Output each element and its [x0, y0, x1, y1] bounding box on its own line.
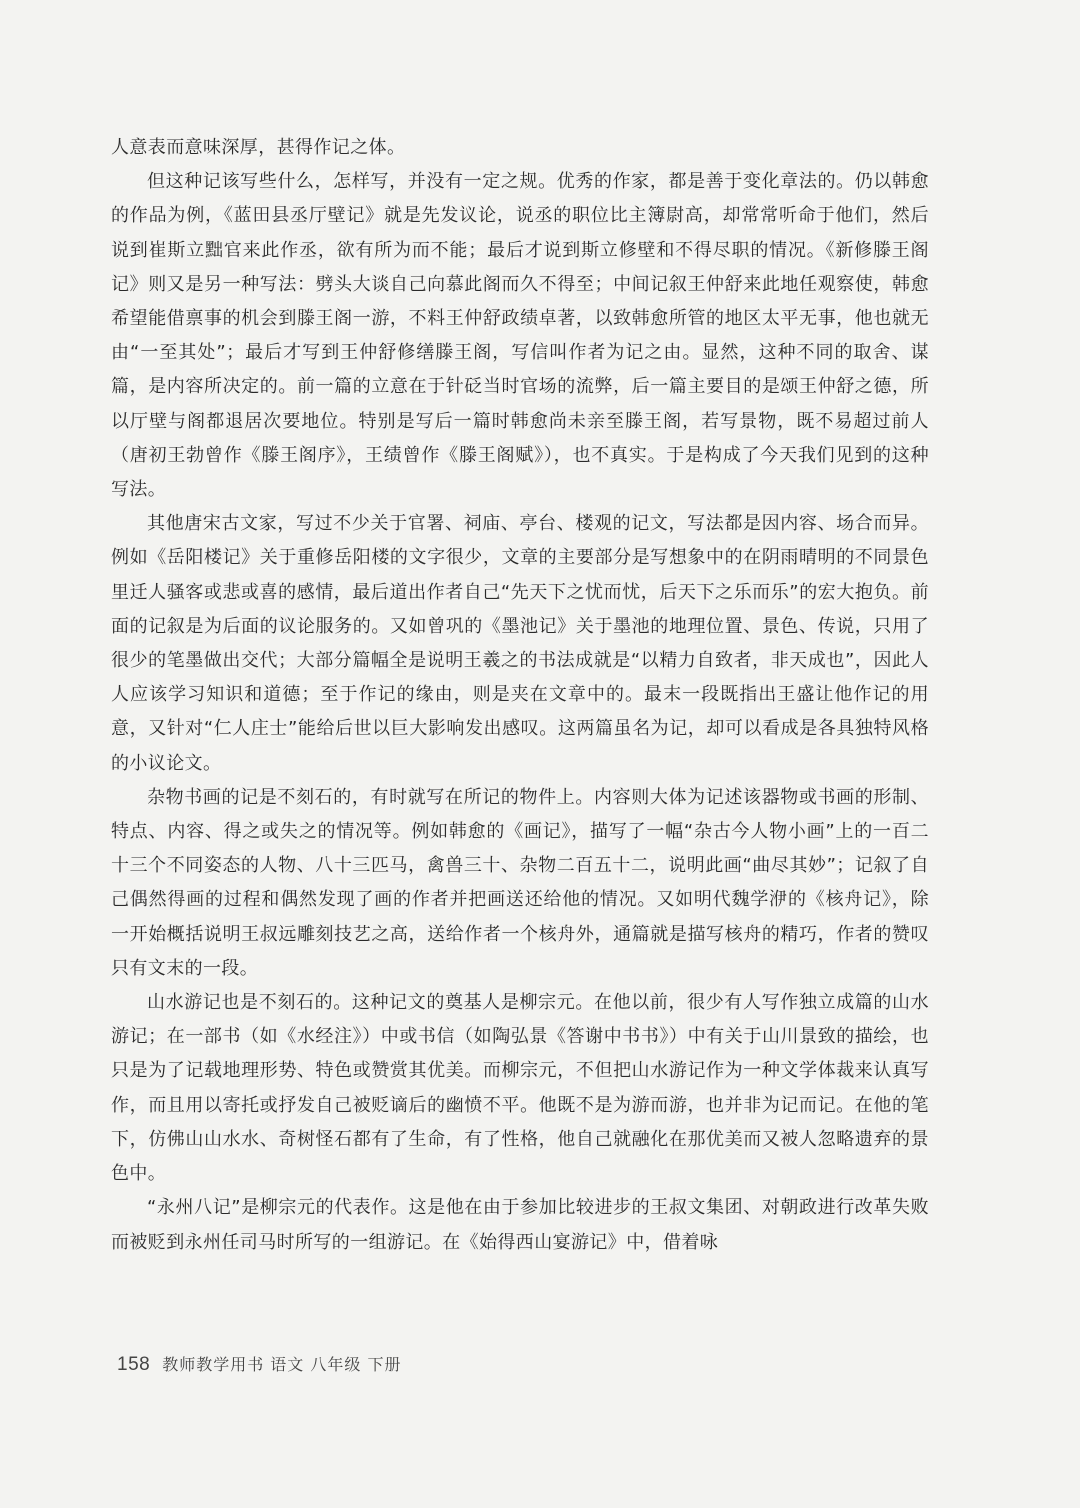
paragraph-1: 人意表而意味深厚，甚得作记之体。 — [111, 137, 406, 158]
paragraph-5: 山水游记也是不刻石的。这种记文的奠基人是柳宗元。在他以前，很少有人写作独立成篇的山水游记；在一部书（如《水经注》）中或书信（如陶弘景《答谢中书书》）中有关于山川景致的描绘，也只是为了记载地理形势、特色或赞赏其优美。而柳宗元，不但把山水游记作为一种文学体裁来认真写作，而且用以寄托或抒发自己被贬谪后的幽愤不平。他既不是为游而游，也并非为记而记。在他的笔下，仿佛山山水水、奇树怪石都有了生命，有了性格，他自己就融化在那优美而又被人忽略遗弃的景色中。 — [111, 992, 929, 1185]
paragraph-4: 杂物书画的记是不刻石的，有时就写在所记的物件上。内容则大体为记述该器物或书画的形制、特点、内容、得之或失之的情况等。例如韩愈的《画记》，描写了一幅“杂古今人物小画”上的一百二十三个不同姿态的人物、八十三匹马，禽兽三十、杂物二百五十二，说明此画“曲尽其妙”；记叙了自己偶然得画的过程和偶然发现了画的作者并把画送还给他的情况。又如明代魏学洢的《核舟记》，除一开始概括说明王叔远雕刻技艺之高，送给作者一个核舟外，通篇就是描写核舟的精巧，作者的赞叹只有文末的一段。 — [111, 786, 929, 979]
body-text — [111, 131, 929, 1260]
book-title: 教师教学用书 语文 八年级 下册 — [162, 1355, 402, 1374]
paragraph-3: 其他唐宋古文家，写过不少关于官署、祠庙、亭台、楼观的记文，写法都是因内容、场合而异。例如《岳阳楼记》关于重修岳阳楼的文字很少，文章的主要部分是写想象中的在阴雨晴明的不同景色里迁人骚客或悲或喜的感情，最后道出作者自己“先天下之忧而忧，后天下之乐而乐”的宏大抱负。前面的记叙是为后面的议论服务的。又如曾巩的《墨池记》关于墨池的地理位置、景色、传说，只用了很少的笔墨做出交代；大部分篇幅全是说明王羲之的书法成就是“以精力自致者，非天成也”，因此人人应该学习知识和道德；至于作记的缘由，则是夹在文章中的。最末一段既指出王盛让他作记的用意，又针对“仁人庄士”能给后世以巨大影响发出感叹。这两篇虽名为记，却可以看成是各具独特风格的小议论文。 — [111, 513, 929, 774]
paragraph-6: “永州八记”是柳宗元的代表作。这是他在由于参加比较进步的王叔文集团、对朝政进行改革失败而被贬到永州任司马时所写的一组游记。在《始得西山宴游记》中，借着咏 — [111, 1197, 929, 1253]
paragraph-2: 但这种记该写些什么，怎样写，并没有一定之规。优秀的作家，都是善于变化章法的。仍以韩愈的作品为例，《蓝田县丞厅壁记》就是先发议论，说丞的职位比主簿尉高，却常常听命于他们，然后说到崔斯立黜官来此作丞，欲有所为而不能；最后才说到斯立修壁和不得尽职的情况。《新修滕王阁记》则又是另一种写法：劈头大谈自己向慕此阁而久不得至；中间记叙王仲舒来此地任观察使，韩愈希望能借禀事的机会到滕王阁一游，不料王仲舒政绩卓著，以致韩愈所管的地区太平无事，他也就无由“一至其处”；最后才写到王仲舒修缮滕王阁，写信叫作者为记之由。显然，这种不同的取舍、谋篇，是内容所决定的。前一篇的立意在于针砭当时官场的流弊，后一篇主要目的是颂王仲舒之德，所以厅壁与阁都退居次要地位。特别是写后一篇时韩愈尚未亲至滕王阁，若写景物，既不易超过前人（唐初王勃曾作《滕王阁序》，王绩曾作《滕王阁赋》），也不真实。于是构成了今天我们见到的这种写法。 — [111, 171, 929, 501]
page-number: 158 — [117, 1354, 151, 1375]
page-footer — [117, 1352, 401, 1376]
